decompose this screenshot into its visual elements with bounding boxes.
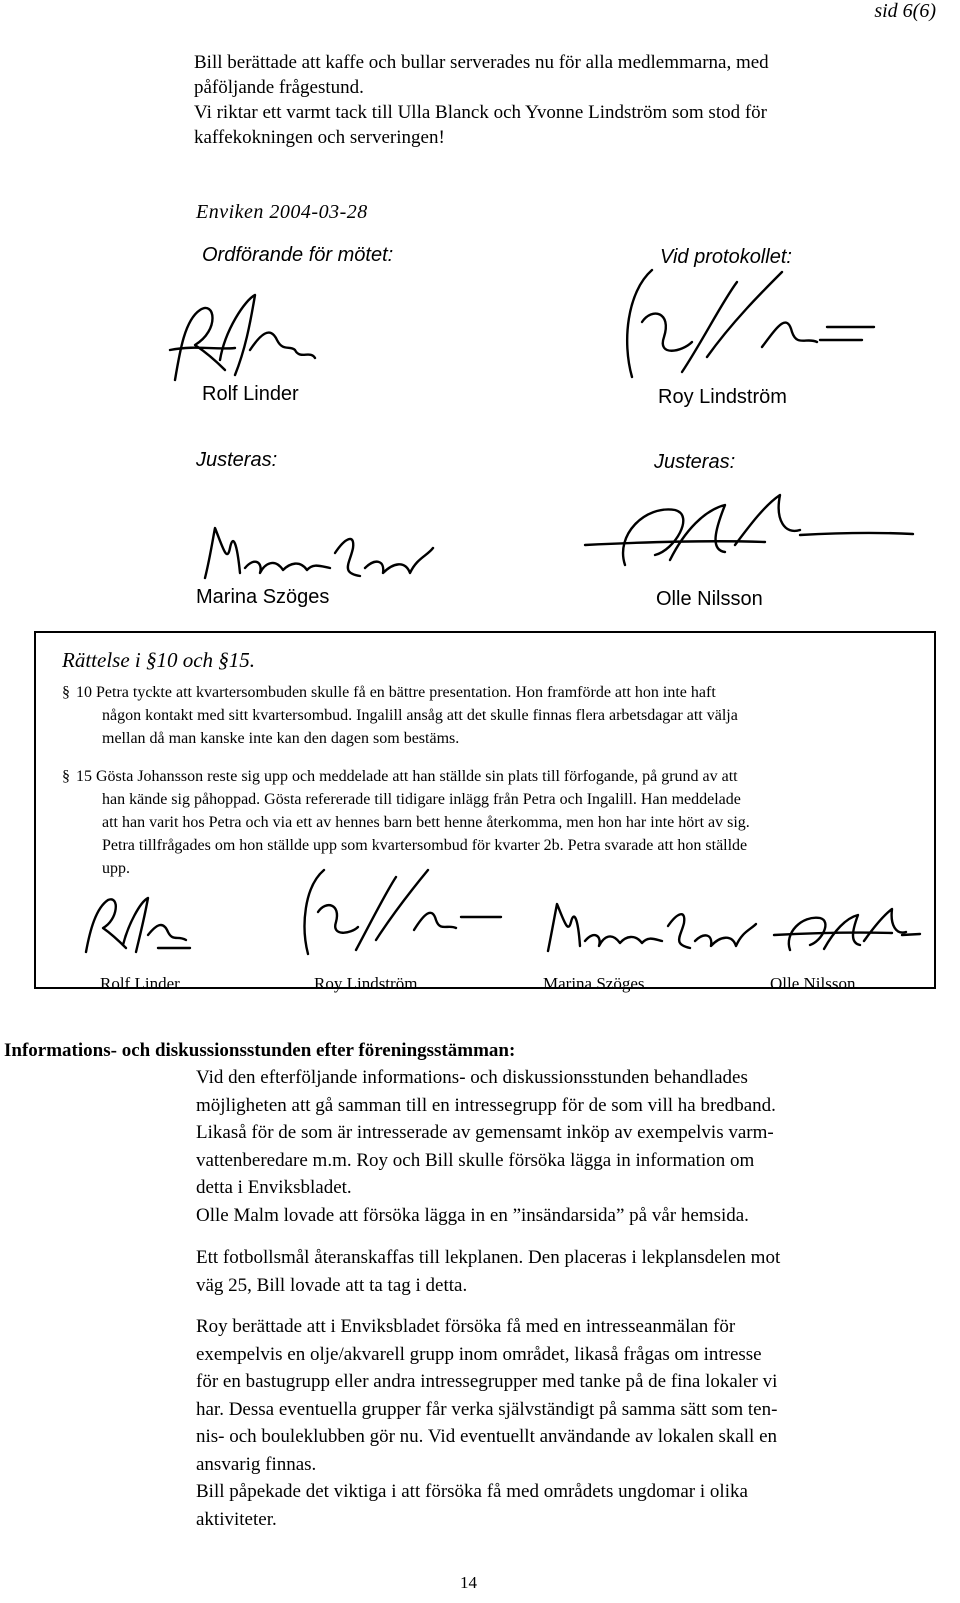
signature-rolf-linder-small [78,890,198,960]
correction-signer-names [0,974,960,998]
signer-name: Roy Lindström [314,974,418,993]
signature-olle-nilsson-small [772,905,922,960]
intro-line: Bill berättade att kaffe och bullar serverades nu för alla medlemmarna, med [194,52,769,73]
info-heading: Informations- och diskussionsstunden efter föreningsstämman: [4,1040,516,1061]
intro-line: påföljande frågestund. [194,77,364,98]
signature-marina-szoges-small [540,896,760,966]
info-line: nis- och bouleklubben gör nu. Vid eventuellt användande av lokalen skall en [196,1426,778,1447]
signer-name: Rolf Linder [100,974,180,993]
place-date: Enviken 2004-03-28 [196,201,368,223]
secretary-name: Roy Lindström [658,386,787,408]
info-paragraph-3 [196,1313,936,1533]
info-paragraph-2 [196,1244,936,1299]
signature-roy-lindstrom [612,262,882,392]
correction-line: någon kontakt med sitt kvartersombud. Ingalill ansåg att det skulle finnas flera arbetsdagar att välja [102,707,738,724]
adjuster1-name: Marina Szöges [196,586,330,608]
adjuster2-name: Olle Nilsson [656,588,763,610]
page-label: sid 6(6) [874,0,936,22]
signature-olle-nilsson [585,490,915,580]
info-line: Vid den efterföljande informations- och diskussionsstunden behandlades [196,1067,748,1088]
correction-line: att han varit hos Petra och via ett av hennes barn bett henne återkomma, men hon har inte hört av sig. [102,814,750,831]
info-line: ansvarig finnas. [196,1453,317,1475]
signature-roy-lindstrom-small [296,862,506,962]
intro-line: kaffekokningen och serveringen! [194,127,445,148]
correction-title: Rättelse i §10 och §15. [62,648,256,672]
chair-name: Rolf Linder [202,383,299,405]
secretary-heading: Vid protokollet: [660,246,792,268]
correction-line: Petra tillfrågades om hon ställde upp som kvartersombud för kvarter 2b. Petra svarade att hon ställde [102,837,748,854]
adjuster2-heading: Justeras: [654,451,736,473]
info-line: exempelvis en olje/akvarell grupp inom området, likaså frågas om intresse [196,1343,762,1365]
info-line: vattenberedare m.m. Roy och Bill skulle försöka lägga in information om [196,1149,755,1171]
correction-item-10 [62,681,916,750]
info-line: Bill påpekade det viktiga i att försöka få med områdets ungdomar i olika [196,1481,748,1502]
intro-line: Vi riktar ett varmt tack till Ulla Blanck och Yvonne Lindström som stod för [194,102,767,123]
info-line: Likaså för de som är intresserade av gemensamt inköp av exempelvis varm- [196,1122,774,1143]
info-line: aktiviteter. [196,1508,277,1530]
correction-line: han kände sig påhoppad. Gösta refererade till tidigare inlägg från Petra och Ingalill. Han meddelade [102,791,741,808]
correction-line: upp. [102,860,130,877]
info-line: Roy berättade att i Enviksbladet försöka få med en intresseanmälan för [196,1316,736,1337]
intro-paragraph [194,50,934,150]
correction-line: 10 Petra tyckte att kvartersombuden skulle få en bättre presentation. Hon framförde att hon inte haft [76,684,716,701]
adjuster1-heading: Justeras: [196,449,278,471]
paragraph-mark: § [62,684,70,701]
info-line: Olle Malm lovade att försöka lägga in en ”insändarsida” på vår hemsida. [196,1204,749,1226]
page-number: 14 [460,1573,477,1592]
correction-line: 15 Gösta Johansson reste sig upp och meddelade att han ställde sin plats till förfogande, på grund av att [76,768,738,785]
info-paragraph-1 [196,1064,936,1229]
info-line: detta i Enviksbladet. [196,1177,352,1198]
info-line: för en bastugrupp eller andra intressegrupper med tanke på de fina lokaler vi [196,1371,778,1392]
correction-line: mellan då man kanske inte kan den dagen som bestäms. [102,730,460,747]
info-line: Ett fotbollsmål återanskaffas till lekplanen. Den placeras i lekplansdelen mot [196,1247,781,1268]
chair-heading: Ordförande för mötet: [202,244,394,266]
signer-name: Olle Nilsson [770,974,856,993]
paragraph-mark: § [62,768,70,785]
signer-name: Marina Szöges [543,974,645,993]
signature-rolf-linder [165,290,325,390]
info-line: har. Dessa eventuella grupper får verka självständigt på samma sätt som ten- [196,1398,778,1420]
info-line: väg 25, Bill lovade att ta tag i detta. [196,1274,468,1296]
info-line: möjligheten att gå samman till en intressegrupp för de som vill ha bredband. [196,1094,776,1116]
